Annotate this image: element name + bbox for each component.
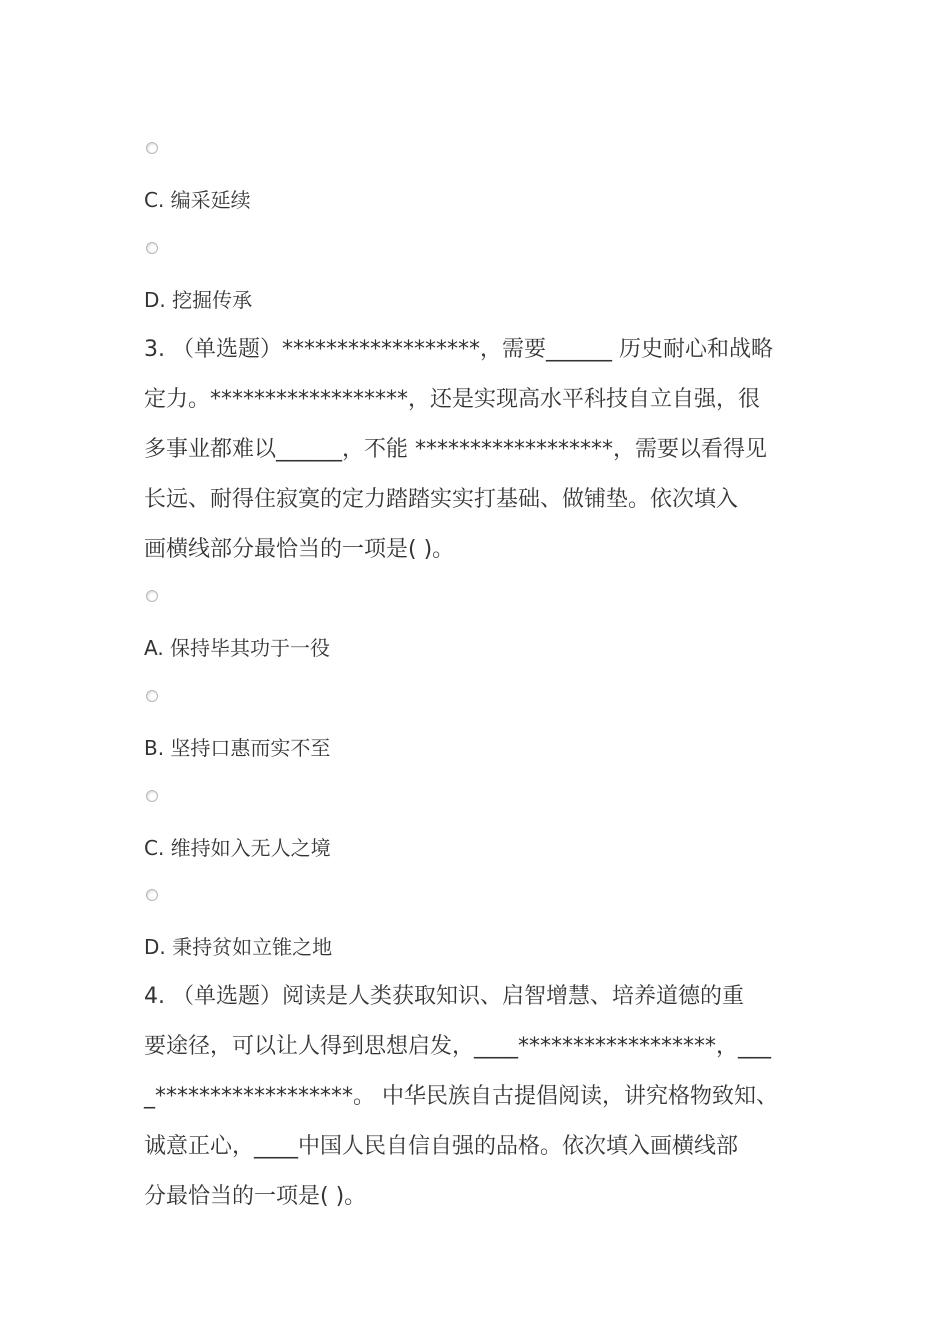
option-label: C. 编采延续: [144, 188, 251, 212]
option-label: D. 挖掘传承: [144, 288, 253, 312]
question-3-text: [144, 325, 814, 575]
option-label: D. 秉持贫如立锥之地: [144, 935, 333, 959]
radio-button[interactable]: [146, 590, 158, 602]
option-label: B. 坚持口惠而实不至: [144, 736, 331, 760]
question-line: _******************。 中华民族自古提倡阅读，讲究格物致知、: [144, 1084, 778, 1109]
question-line: 要途径，可以让人得到思想启发，____******************，___: [144, 1034, 772, 1059]
question-line: 画横线部分最恰当的一项是( )。: [144, 537, 455, 562]
question-line: 4. （单选题）阅读是人类获取知识、启智增慧、培养道德的重: [144, 984, 744, 1009]
option-label: A. 保持毕其功于一役: [144, 636, 331, 660]
radio-button[interactable]: [146, 142, 158, 154]
question-line: 诚意正心，____中国人民自信自强的品格。依次填入画横线部: [144, 1134, 739, 1159]
question-line: 长远、耐得住寂寞的定力踏踏实实打基础、做铺垫。依次填入: [144, 487, 739, 512]
radio-button[interactable]: [146, 889, 158, 901]
question-4-text: [144, 972, 814, 1222]
question-line: 多事业都难以______，不能 ******************，需要以看得见: [144, 437, 767, 462]
radio-button[interactable]: [146, 790, 158, 802]
radio-button[interactable]: [146, 690, 158, 702]
question-line: 定力。******************，还是实现高水平科技自立自强，很: [144, 387, 761, 412]
question-line: 分最恰当的一项是( )。: [144, 1184, 367, 1209]
question-line: 3. （单选题）******************，需要______ 历史耐心和战略: [144, 337, 773, 362]
option-label: C. 维持如入无人之境: [144, 836, 331, 860]
radio-button[interactable]: [146, 242, 158, 254]
